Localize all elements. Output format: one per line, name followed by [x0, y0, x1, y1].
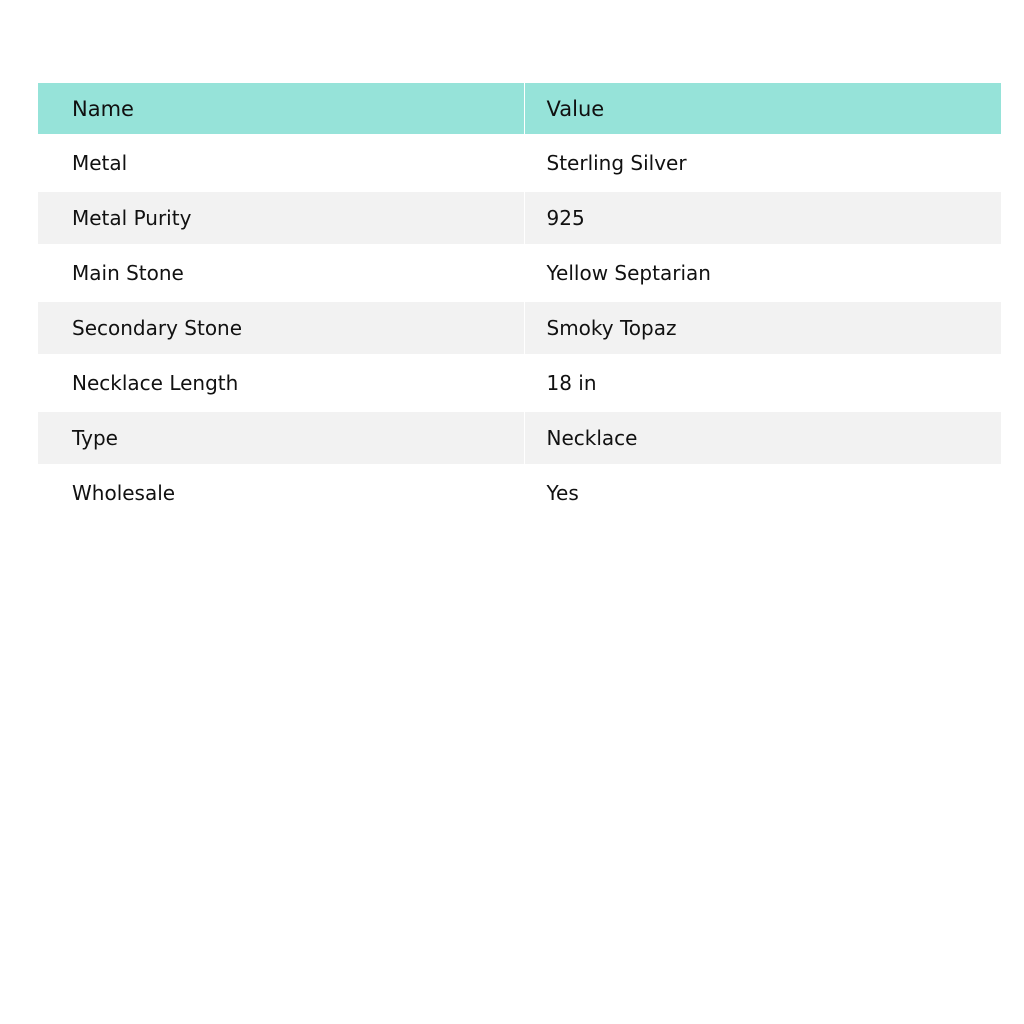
cell-name: Metal Purity — [38, 192, 524, 244]
cell-value: Yellow Septarian — [524, 244, 1001, 302]
header-row — [38, 83, 1001, 134]
table-body — [38, 134, 1001, 522]
table-header — [38, 83, 1001, 134]
cell-name: Necklace Length — [38, 354, 524, 412]
table-row — [38, 412, 1001, 464]
table-row — [38, 354, 1001, 412]
table-row — [38, 302, 1001, 354]
table-row — [38, 134, 1001, 192]
cell-value: 18 in — [524, 354, 1001, 412]
column-header-value: Value — [524, 83, 1001, 134]
table-row — [38, 244, 1001, 302]
cell-name: Secondary Stone — [38, 302, 524, 354]
spec-table — [38, 83, 1001, 522]
cell-name: Type — [38, 412, 524, 464]
table-row — [38, 192, 1001, 244]
cell-name: Metal — [38, 134, 524, 192]
cell-value: Necklace — [524, 412, 1001, 464]
cell-value: Yes — [524, 464, 1001, 522]
table-row — [38, 464, 1001, 522]
cell-value: Sterling Silver — [524, 134, 1001, 192]
column-header-name: Name — [38, 83, 524, 134]
cell-value: 925 — [524, 192, 1001, 244]
cell-value: Smoky Topaz — [524, 302, 1001, 354]
cell-name: Wholesale — [38, 464, 524, 522]
cell-name: Main Stone — [38, 244, 524, 302]
